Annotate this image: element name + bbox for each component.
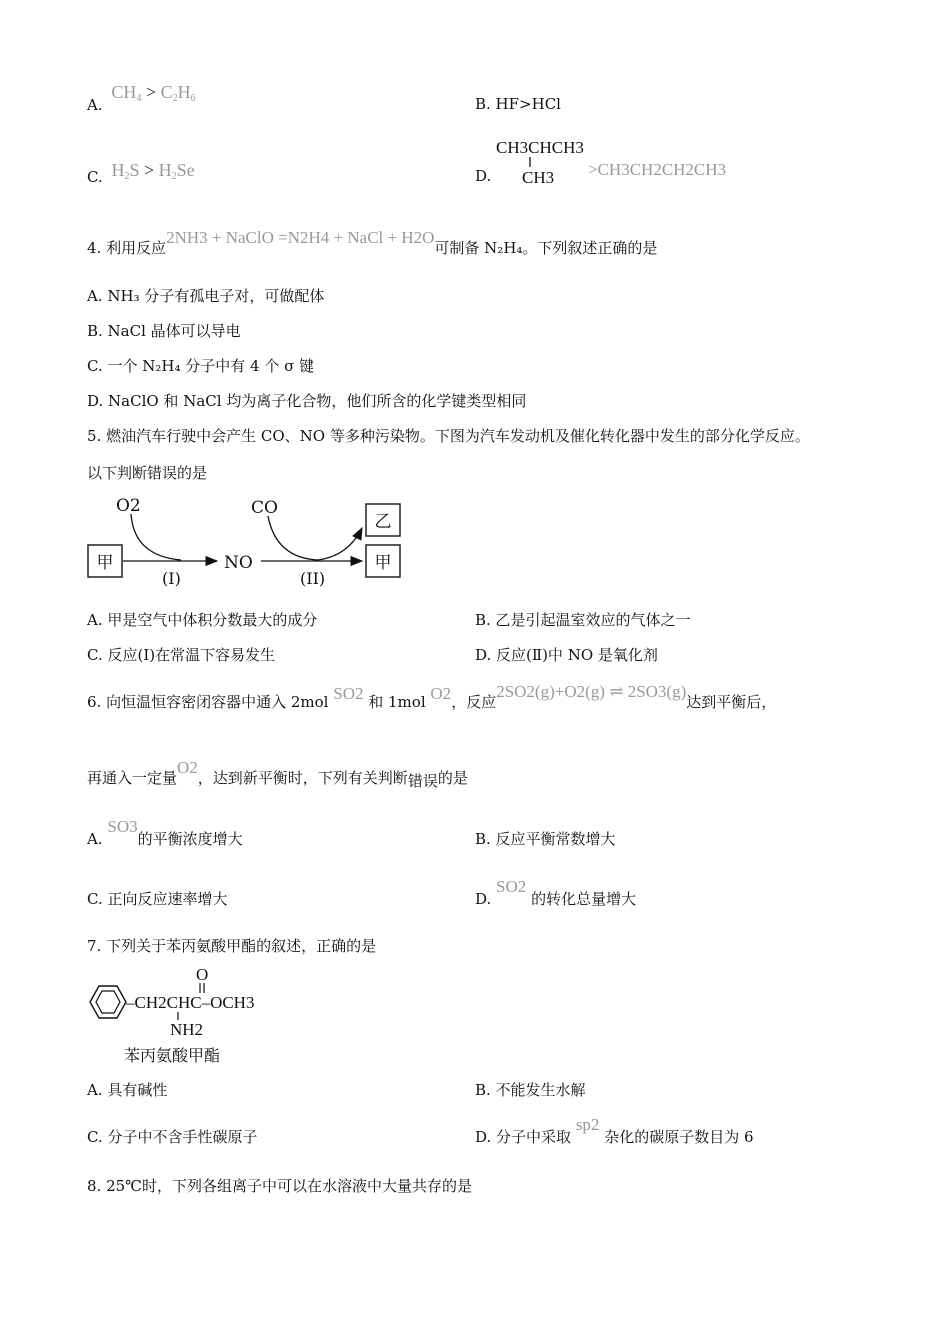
q6-o2: O2 bbox=[430, 684, 452, 703]
q7-option-d: D. 分子中采取 sp2 杂化的碳原子数目为 6 bbox=[475, 1115, 754, 1146]
q6-reaction: 2SO2(g)+O2(g) ⇌ 2SO3(g) bbox=[496, 682, 687, 701]
q5-box-jia-right-label: 甲 bbox=[374, 553, 392, 573]
q6-option-a: A. SO3的平衡浓度增大 bbox=[87, 817, 243, 848]
q5-co-label: CO bbox=[251, 498, 278, 518]
q6-stem-line2: 再通入一定量O2，达到新平衡时，下列有关判断错误的是 bbox=[87, 758, 468, 790]
q7-structure bbox=[86, 962, 286, 1066]
q6-o2-again: O2 bbox=[177, 758, 198, 777]
q5-o2-curve bbox=[131, 514, 181, 560]
q7-option-b: B. 不能发生水解 bbox=[475, 1081, 586, 1099]
q7-option-c: C. 分子中不含手性碳原子 bbox=[87, 1128, 258, 1146]
q3-option-a: A. $CH_4 > C_2H_6$ bbox=[87, 82, 196, 114]
q7-struct-name: 苯丙氨酸甲酯 bbox=[124, 1046, 221, 1065]
q5-box-jia-left-label: 甲 bbox=[96, 553, 114, 573]
q7-struct-o: O bbox=[196, 965, 209, 984]
q7-struct-nh2: NH2 bbox=[170, 1020, 204, 1039]
q3-d-structure-top: CH3CHCH3 bbox=[496, 138, 584, 157]
q3-option-c: C. $H_2S > H_2Se$ bbox=[87, 160, 195, 186]
q3-d-structure bbox=[494, 134, 594, 188]
q6-a-formula: SO3 bbox=[107, 817, 138, 836]
q5-arrow-up bbox=[318, 528, 362, 560]
benzene-inner-ring bbox=[96, 991, 120, 1013]
q3-d-formula: >CH3CH2CH2CH3 bbox=[588, 160, 727, 179]
q5-step1-label: (I) bbox=[162, 569, 181, 588]
q5-stem-line1: 5. 燃油汽车行驶中会产生 CO、NO 等多种污染物。下图为汽车发动机及催化转化器中发生的部分化学反应。 bbox=[87, 427, 810, 445]
q4-option-d: D. NaClO 和 NaCl 均为离子化合物，他们所含的化学键类型相同 bbox=[87, 392, 527, 410]
q5-diagram bbox=[86, 492, 406, 594]
q7-stem: 7. 下列关于苯丙氨酸甲酯的叙述，正确的是 bbox=[87, 937, 377, 955]
q6-stem-line1: 6. 向恒温恒容密闭容器中通入 2mol SO2 和 1mol O2，反应2SO2(g)+O2(g) ⇌ 2SO3(g)达到平衡后， bbox=[87, 682, 777, 711]
q5-option-d: D. 反应(Ⅱ)中 NO 是氧化剂 bbox=[475, 646, 658, 664]
q5-option-b: B. 乙是引起温室效应的气体之一 bbox=[475, 611, 691, 629]
q4-option-a: A. NH₃ 分子有孤电子对，可做配体 bbox=[87, 287, 325, 305]
q4-option-b: B. NaCl 晶体可以导电 bbox=[87, 322, 241, 340]
q3-a-formula: $CH_4 > C_2H_6$ bbox=[111, 82, 196, 104]
q3-d-structure-bottom: CH3 bbox=[522, 168, 555, 187]
q3-option-d-label: D. bbox=[475, 167, 492, 185]
q7-option-a: A. 具有碱性 bbox=[87, 1081, 168, 1099]
q7-struct-chain: –CH2CHC–OCH3 bbox=[126, 993, 255, 1012]
q6-so2: SO2 bbox=[333, 684, 364, 703]
q7-d-formula: sp2 bbox=[575, 1115, 600, 1134]
q3-option-b: B. HF>HCl bbox=[475, 95, 561, 113]
q8-stem: 8. 25℃时，下列各组离子中可以在水溶液中大量共存的是 bbox=[87, 1177, 472, 1195]
q5-o2-label: O2 bbox=[116, 496, 141, 516]
q4-reaction: 2NH3 + NaClO =N2H4 + NaCl + H2O bbox=[166, 228, 435, 247]
q5-option-a: A. 甲是空气中体积分数最大的成分 bbox=[87, 611, 318, 629]
q5-box-yi-label: 乙 bbox=[374, 512, 392, 532]
q5-option-c: C. 反应(I)在常温下容易发生 bbox=[87, 646, 276, 664]
q5-no-label: NO bbox=[224, 553, 253, 573]
q4-option-c: C. 一个 N₂H₄ 分子中有 4 个 σ 键 bbox=[87, 357, 315, 375]
q5-co-curve bbox=[268, 516, 318, 560]
q5-step2-label: (II) bbox=[300, 569, 326, 588]
q5-stem-line2: 以下判断错误的是 bbox=[87, 464, 208, 482]
q6-d-formula: SO2 bbox=[496, 877, 527, 896]
q6-option-b: B. 反应平衡常数增大 bbox=[475, 830, 616, 848]
q6-option-c: C. 正向反应速率增大 bbox=[87, 890, 228, 908]
q4-stem: 4. 利用反应2NH3 + NaClO =N2H4 + NaCl + H2O可制备 N₂H₄。下列叙述正确的是 bbox=[87, 228, 658, 257]
q6-option-d: D. SO2 的转化总量增大 bbox=[475, 877, 637, 908]
q3-c-formula: $H_2S > H_2Se$ bbox=[111, 160, 195, 182]
